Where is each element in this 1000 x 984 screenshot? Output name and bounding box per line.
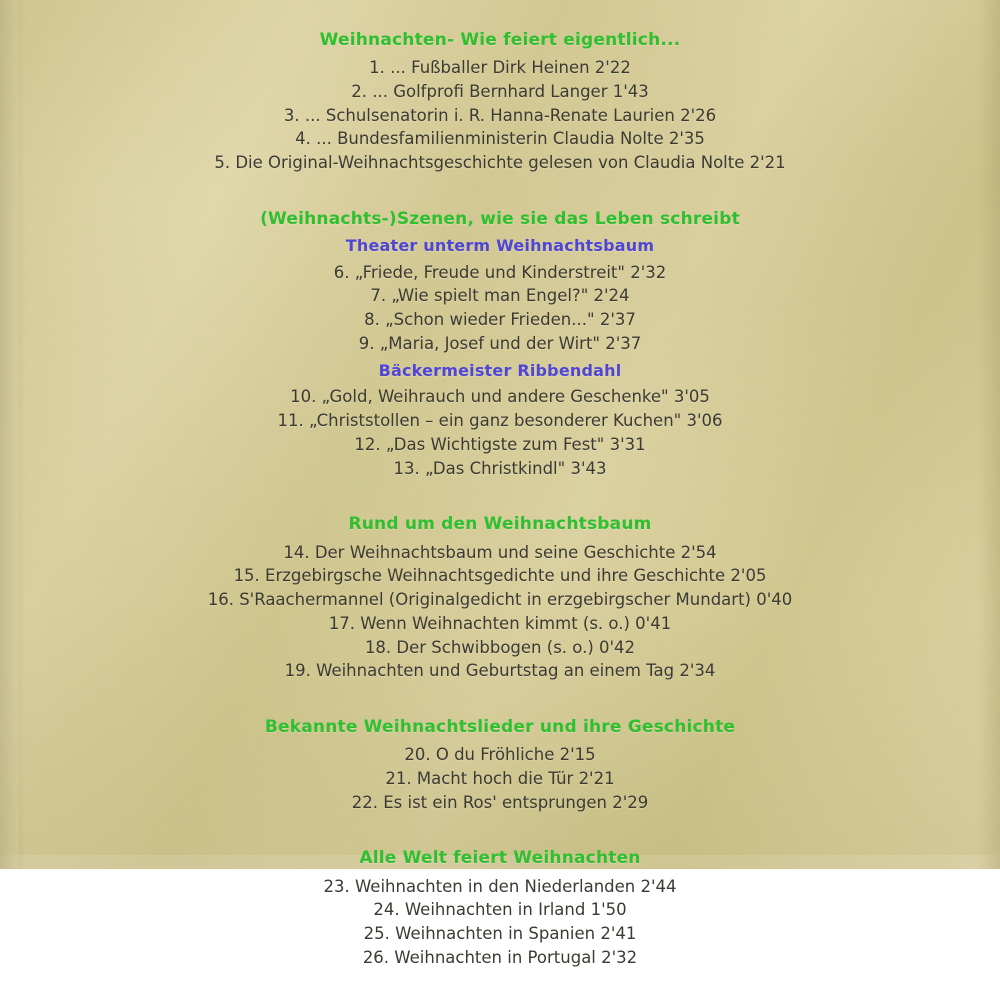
track-item: 17. Wenn Weihnachten kimmt (s. o.) 0'41	[328, 613, 672, 633]
track-item: 6. „Friede, Freude und Kinderstreit" 2'32	[333, 262, 667, 282]
tracklist-section	[40, 715, 960, 814]
track-item: 3. ... Schulsenatorin i. R. Hanna-Renate Laurien 2'26	[283, 105, 717, 125]
track-item: 25. Weihnachten in Spanien 2'41	[363, 924, 637, 944]
section-subheading: Theater unterm Weihnachtsbaum	[345, 236, 655, 255]
track-item: 22. Es ist ein Ros' entsprungen 2'29	[351, 792, 649, 812]
tracklist-section	[40, 207, 960, 356]
tracklist-section	[40, 846, 960, 969]
section-divider	[40, 179, 960, 207]
track-item: 10. „Gold, Weihrauch und andere Geschenke" 3'05	[290, 387, 710, 407]
track-item: 16. S'Raachermannel (Originalgedicht in erzgebirgscher Mundart) 0'40	[207, 590, 793, 610]
track-item: 21. Macht hoch die Tür 2'21	[385, 768, 615, 788]
track-item: 12. „Das Wichtigste zum Fest" 3'31	[354, 434, 646, 454]
track-item: 7. „Wie spielt man Engel?" 2'24	[370, 286, 630, 306]
track-item: 5. Die Original-Weihnachtsgeschichte gelesen von Claudia Nolte 2'21	[214, 153, 786, 173]
track-item: 24. Weihnachten in Irland 1'50	[373, 900, 627, 920]
section-heading: Rund um den Weihnachtsbaum	[348, 514, 652, 535]
track-item: 1. ... Fußballer Dirk Heinen 2'22	[369, 58, 631, 78]
section-heading: (Weihnachts-)Szenen, wie sie das Leben schreibt	[260, 208, 740, 229]
track-item: 9. „Maria, Josef und der Wirt" 2'37	[358, 333, 642, 353]
track-item: 2. ... Golfprofi Bernhard Langer 1'43	[351, 81, 649, 101]
section-heading: Bekannte Weihnachtslieder und ihre Geschichte	[264, 717, 736, 738]
section-divider	[40, 818, 960, 846]
track-item: 11. „Christstollen – ein ganz besonderer Kuchen" 3'06	[277, 411, 723, 431]
tracklist-section	[40, 28, 960, 175]
tracklist-section	[40, 512, 960, 683]
track-item: 20. O du Fröhliche 2'15	[404, 745, 596, 765]
track-item: 13. „Das Christkindl" 3'43	[393, 458, 607, 478]
section-divider	[40, 687, 960, 715]
track-item: 19. Weihnachten und Geburtstag an einem Tag 2'34	[284, 661, 716, 681]
track-item: 4. ... Bundesfamilienministerin Claudia Nolte 2'35	[295, 129, 705, 149]
track-item: 14. Der Weihnachtsbaum und seine Geschichte 2'54	[283, 542, 717, 562]
track-item: 15. Erzgebirgsche Weihnachtsgedichte und ihre Geschichte 2'05	[233, 566, 767, 586]
track-item: 23. Weihnachten in den Niederlanden 2'44	[323, 876, 677, 896]
track-item: 18. Der Schwibbogen (s. o.) 0'42	[364, 637, 636, 657]
track-item: 8. „Schon wieder Frieden..." 2'37	[364, 310, 636, 330]
section-heading: Weihnachten- Wie feiert eigentlich...	[319, 30, 681, 50]
track-item: 26. Weihnachten in Portugal 2'32	[362, 947, 638, 967]
section-heading: Alle Welt feiert Weihnachten	[359, 848, 641, 869]
section-divider	[40, 484, 960, 512]
section-subheading: Bäckermeister Ribbendahl	[378, 360, 622, 380]
tracklist-section	[40, 360, 960, 481]
